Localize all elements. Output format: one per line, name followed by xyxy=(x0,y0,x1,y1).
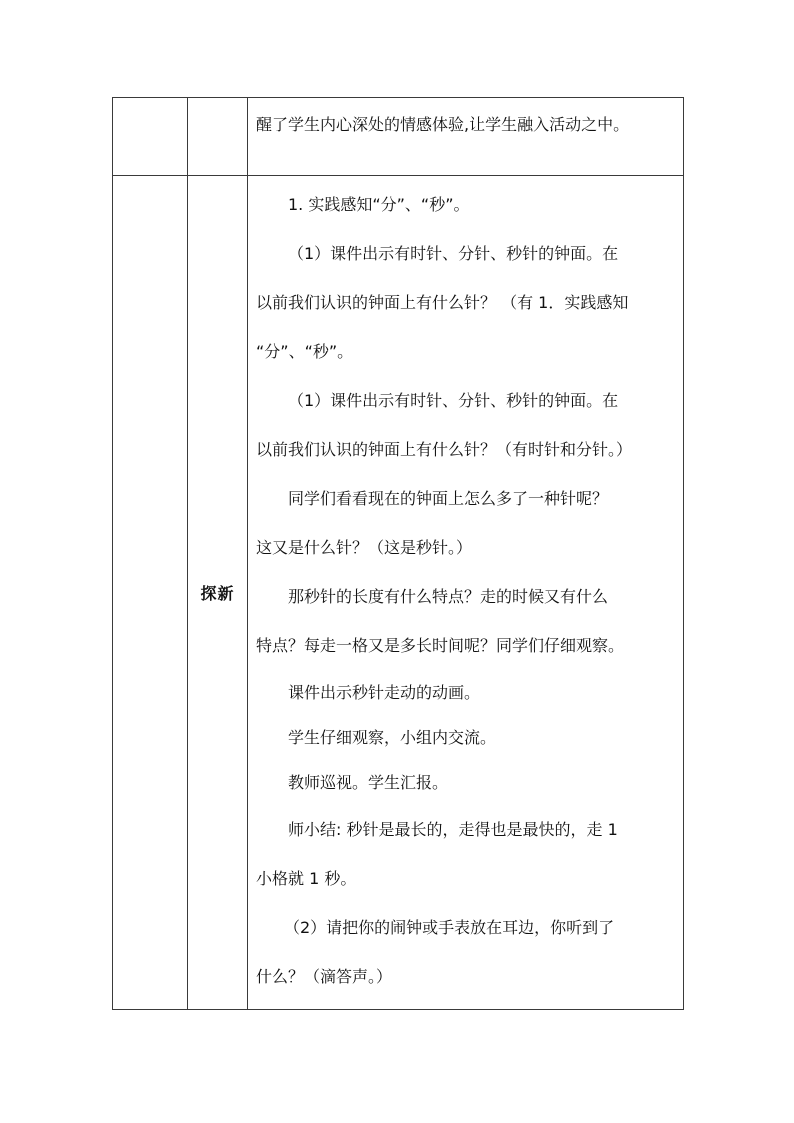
content-line: 以前我们认识的钟面上有什么针？ （有 1．实践感知 xyxy=(256,293,629,312)
section-label-cell xyxy=(188,176,248,1010)
stage-cell xyxy=(113,176,188,1010)
content-line: 小格就 1 秒。 xyxy=(256,869,357,888)
continued-text: 醒了学生内心深处的情感体验,让学生融入活动之中。 xyxy=(256,115,630,134)
content-cell-continued xyxy=(248,98,684,176)
table-row-continued xyxy=(113,98,684,176)
lesson-plan-table xyxy=(112,97,684,1010)
label-cell-empty xyxy=(188,98,248,176)
section-label: 探新 xyxy=(200,584,235,603)
content-cell-explore xyxy=(248,176,684,1010)
content-line: 教师巡视。学生汇报。 xyxy=(288,773,449,792)
content-line: 以前我们认识的钟面上有什么针？（有时针和分针。） xyxy=(256,440,633,459)
content-line: （1）课件出示有时针、分针、秒针的钟面。在 xyxy=(288,391,619,410)
content-line: 特点？每走一格又是多长时间呢？同学们仔细观察。 xyxy=(256,636,625,655)
content-line: 师小结: 秒针是最长的，走得也是最快的，走 1 xyxy=(288,820,618,839)
content-line: 1. 实践感知“分”、“秒”。 xyxy=(288,195,470,214)
content-line: （1）课件出示有时针、分针、秒针的钟面。在 xyxy=(288,244,619,263)
content-line: “分”、“秒”。 xyxy=(256,342,354,361)
content-line: 课件出示秒针走动的动画。 xyxy=(288,683,481,702)
content-line: 什么？（滴答声。） xyxy=(256,967,393,986)
content-line: 学生仔细观察，小组内交流。 xyxy=(288,728,497,747)
content-line: （2）请把你的闹钟或手表放在耳边，你听到了 xyxy=(284,918,615,937)
content-line: 这又是什么针？（这是秒针。） xyxy=(256,538,473,557)
content-line: 那秒针的长度有什么特点？走的时候又有什么 xyxy=(288,587,609,606)
table-row-explore xyxy=(113,176,684,1010)
content-line: 同学们看看现在的钟面上怎么多了一种针呢？ xyxy=(288,489,609,508)
stage-cell-empty xyxy=(113,98,188,176)
